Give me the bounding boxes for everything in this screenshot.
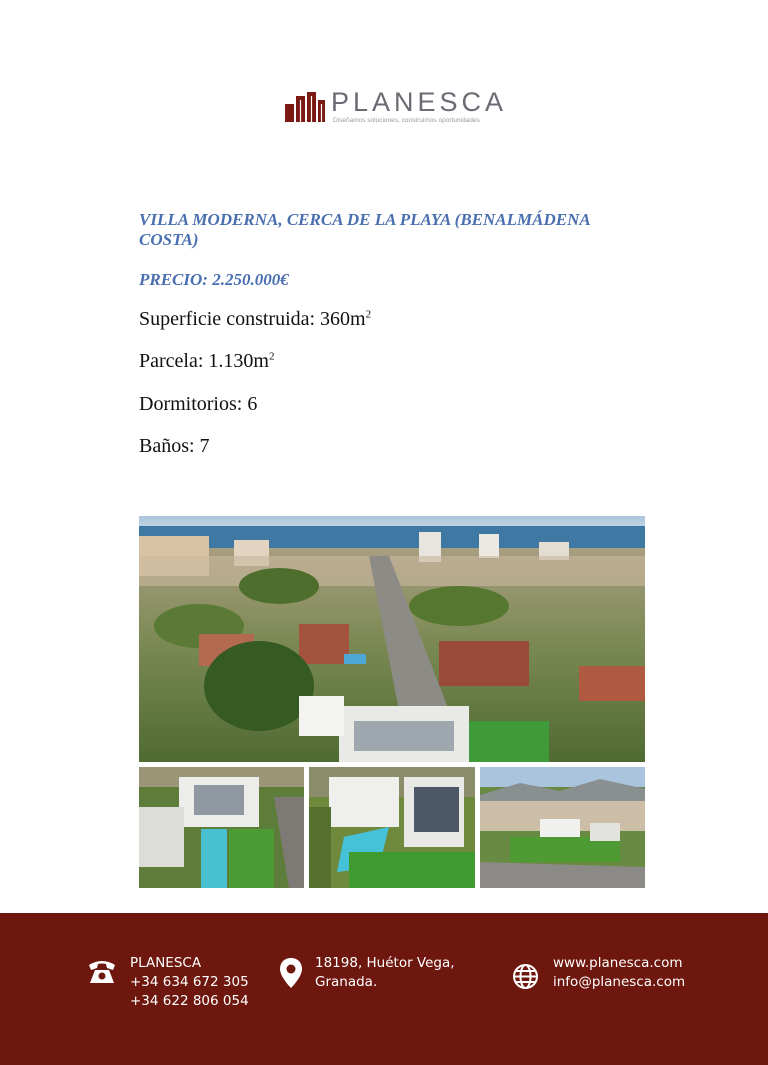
spec-bathrooms: Baños: 7 — [139, 435, 210, 457]
phone-icon — [87, 959, 117, 985]
footer-phone-1[interactable]: +34 634 672 305 — [130, 974, 249, 990]
logo-wordmark: PLANESCA — [331, 87, 508, 117]
company-logo — [285, 86, 515, 130]
villa-pool-photo-2 — [309, 767, 475, 888]
footer-address-line-2: Granada. — [315, 974, 378, 990]
villa-aerial-photo-3 — [480, 767, 645, 888]
footer-address-line-1: 18198, Huétor Vega, — [315, 955, 455, 971]
spec-built-area: Superficie construida: $360m^2$ — [139, 308, 372, 330]
footer-web — [553, 954, 685, 992]
footer-company: PLANESCA — [130, 955, 202, 971]
footer-phone-2[interactable]: +34 622 806 054 — [130, 993, 249, 1009]
footer-website-link[interactable]: www.planesca.com — [553, 955, 683, 971]
footer-address — [315, 954, 455, 992]
aerial-photo-main — [139, 516, 645, 762]
villa-pool-photo-1 — [139, 767, 304, 888]
logo-tagline: Diseñamos soluciones, construimos oportunidades — [333, 117, 480, 124]
building-logo-icon — [285, 92, 325, 122]
footer-email-link[interactable]: info@planesca.com — [553, 974, 686, 990]
footer-contact — [130, 954, 249, 1011]
spec-bedrooms: Dormitorios: 6 — [139, 393, 258, 415]
spec-plot-area: Parcela: $1.130m^2$ — [139, 350, 275, 372]
listing-title: VILLA MODERNA, CERCA DE LA PLAYA (BENALMÁDENA COSTA) — [139, 210, 590, 249]
location-pin-icon — [279, 957, 303, 989]
globe-icon — [512, 963, 539, 990]
listing-price: PRECIO: 2.250.000€ — [139, 270, 289, 289]
footer — [0, 913, 768, 1065]
